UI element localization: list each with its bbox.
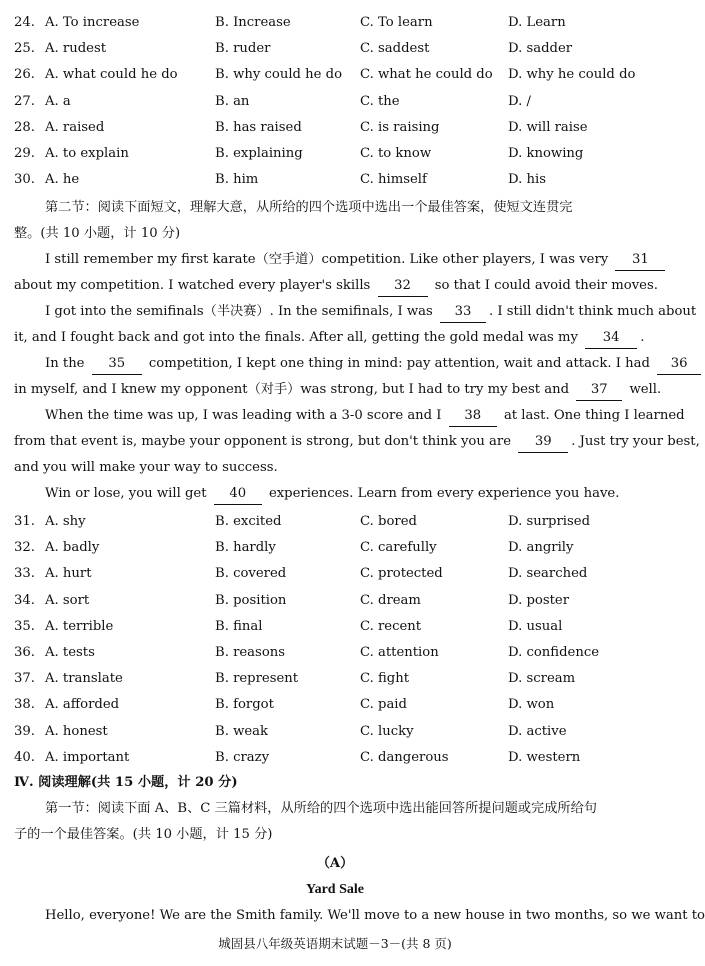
option-b: B. hardly <box>215 540 276 556</box>
option-c: C. protected <box>360 566 443 582</box>
blank-34: 34 <box>585 328 637 349</box>
passage-text: from that event is, maybe your opponent is strong, but don't think you are <box>14 434 512 449</box>
question-row <box>0 167 670 193</box>
section4-instruction-line1: 第一节：阅读下面 A、B、C 三篇材料，从所给的四个选项中选出能回答所提问题或完成所给句 <box>45 801 597 816</box>
passage-text: at last. One thing I learned <box>503 408 685 423</box>
option-a: A. to explain <box>45 146 129 161</box>
passage-line <box>14 377 661 403</box>
question-row <box>0 10 670 36</box>
passage-text: In the <box>45 356 85 371</box>
question-number: 26. <box>14 67 35 83</box>
passage-text: I still remember my first karate（空手道）competition. Like other players, I was very <box>45 252 609 267</box>
option-a: A. raised <box>45 119 105 135</box>
option-c: C. to know <box>360 146 432 161</box>
passage-line <box>45 351 704 377</box>
question-number: 31. <box>14 514 35 529</box>
article-first-line: Hello, everyone! We are the Smith family. We'll move to a new house in two months, so we want to <box>45 908 705 923</box>
question-number: 25. <box>14 41 35 57</box>
option-a: A. translate <box>45 671 123 687</box>
section2-instruction-line1: 第二节：阅读下面短文，理解大意，从所给的四个选项中选出一个最佳答案，使短文连贯完 <box>45 200 573 215</box>
question-row <box>0 115 670 141</box>
option-c: C. dream <box>360 592 421 608</box>
option-d: D. western <box>508 749 581 765</box>
option-b: B. an <box>215 93 250 109</box>
option-a: A. terrible <box>45 618 114 634</box>
option-c: C. carefully <box>360 540 437 556</box>
question-number: 38. <box>14 697 35 713</box>
question-row <box>0 719 670 745</box>
option-c: C. is raising <box>360 119 440 135</box>
passage-text: Win or lose, you will get <box>45 486 207 501</box>
question-row <box>0 745 670 771</box>
passage-text: about my competition. I watched every player's skills <box>14 278 371 293</box>
question-number: 35. <box>14 618 35 634</box>
option-c: C. bored <box>360 514 417 529</box>
question-number: 27. <box>14 93 35 109</box>
part-label: （A） <box>316 856 354 871</box>
passage-text: I got into the semifinals（半决赛）. In the semifinals, I was <box>45 304 433 319</box>
option-b: B. has raised <box>215 119 302 135</box>
question-number: 39. <box>14 723 35 739</box>
option-d: D. sadder <box>508 41 573 57</box>
option-c: C. the <box>360 93 400 109</box>
option-b: B. why could he do <box>215 67 343 83</box>
blank-35: 35 <box>92 354 142 375</box>
question-row <box>0 535 670 561</box>
blank-32: 32 <box>378 276 428 297</box>
option-a: A. rudest <box>45 41 107 57</box>
option-a: A. he <box>45 172 80 188</box>
option-d: D. / <box>508 93 531 109</box>
passage-text: competition, I kept one thing in mind: pay attention, wait and attack. I had <box>148 356 650 371</box>
question-row <box>0 588 670 614</box>
option-b: B. final <box>215 618 263 634</box>
passage-line <box>14 273 658 299</box>
passage-text: When the time was up, I was leading with a 3-0 score and I <box>45 408 442 423</box>
option-c: C. fight <box>360 671 410 687</box>
option-d: D. knowing <box>508 146 584 161</box>
option-b: B. excited <box>215 514 282 529</box>
question-row <box>0 561 670 587</box>
passage-text: experiences. Learn from every experience you have. <box>268 486 620 501</box>
question-number: 32. <box>14 540 35 556</box>
blank-37: 37 <box>576 380 622 401</box>
option-d: D. searched <box>508 566 588 582</box>
passage-text: it, and I fought back and got into the finals. After all, getting the gold medal was my <box>14 330 578 345</box>
option-c: C. what he could do <box>360 67 493 83</box>
option-a: A. shy <box>45 514 86 529</box>
option-d: D. poster <box>508 592 570 608</box>
option-a: A. afforded <box>45 697 120 713</box>
option-a: A. a <box>45 93 71 109</box>
question-row <box>0 89 670 115</box>
blank-31: 31 <box>615 250 665 271</box>
option-d: D. usual <box>508 618 563 634</box>
option-b: B. forgot <box>215 697 274 713</box>
section4-heading: Ⅳ. 阅读理解(共 15 小题，计 20 分) <box>14 775 238 790</box>
option-d: D. Learn <box>508 15 566 30</box>
page-footer: 城固县八年级英语期末试题－3－(共 8 页) <box>218 936 452 951</box>
question-number: 24. <box>14 15 35 30</box>
section4-instruction-line2: 子的一个最佳答案。(共 10 小题，计 15 分) <box>14 827 273 842</box>
question-row <box>0 141 670 167</box>
option-a: A. what could he do <box>45 67 178 83</box>
question-row <box>0 640 670 666</box>
option-d: D. his <box>508 172 546 188</box>
option-d: D. confidence <box>508 645 600 660</box>
option-d: D. will raise <box>508 119 588 135</box>
blank-33: 33 <box>440 302 486 323</box>
passage-line <box>14 325 644 351</box>
option-a: A. hurt <box>45 566 92 582</box>
option-b: B. ruder <box>215 41 271 57</box>
question-number: 33. <box>14 566 35 582</box>
option-c: C. saddest <box>360 41 430 57</box>
passage-line <box>45 247 668 273</box>
option-b: B. crazy <box>215 749 270 765</box>
passage-line <box>45 299 696 325</box>
article-title: Yard Sale <box>306 882 364 897</box>
passage-line: and you will make your way to success. <box>14 460 278 475</box>
option-a: A. tests <box>45 645 95 660</box>
option-a: A. honest <box>45 723 108 739</box>
option-d: D. why he could do <box>508 67 636 83</box>
blank-39: 39 <box>518 432 568 453</box>
option-d: D. scream <box>508 671 576 687</box>
question-number: 30. <box>14 172 35 188</box>
question-row <box>0 62 670 88</box>
option-b: B. position <box>215 592 287 608</box>
passage-text: in myself, and I knew my opponent（对手）was strong, but I had to try my best and <box>14 382 570 397</box>
section2-instruction-line2: 整。(共 10 小题，计 10 分) <box>14 226 181 241</box>
option-d: D. angrily <box>508 540 574 556</box>
question-row <box>0 692 670 718</box>
passage-text: . <box>640 330 645 345</box>
passage-text: so that I could avoid their moves. <box>434 278 658 293</box>
question-number: 29. <box>14 146 35 161</box>
option-a: A. badly <box>45 540 100 556</box>
option-d: D. won <box>508 697 555 713</box>
blank-36: 36 <box>657 354 701 375</box>
question-number: 36. <box>14 645 35 660</box>
option-c: C. recent <box>360 618 422 634</box>
option-b: B. Increase <box>215 15 291 30</box>
option-b: B. weak <box>215 723 269 739</box>
question-row <box>0 509 670 535</box>
option-d: D. active <box>508 723 567 739</box>
question-row <box>0 666 670 692</box>
option-d: D. surprised <box>508 514 591 529</box>
passage-text: well. <box>629 382 662 397</box>
blank-38: 38 <box>449 406 497 427</box>
option-c: C. dangerous <box>360 749 449 765</box>
option-c: C. paid <box>360 697 407 713</box>
option-a: A. To increase <box>45 15 140 30</box>
option-c: C. To learn <box>360 15 433 30</box>
option-c: C. attention <box>360 645 439 660</box>
blank-40: 40 <box>214 484 262 505</box>
option-b: B. him <box>215 172 259 188</box>
passage-text: . I still didn't think much about <box>488 304 697 319</box>
option-a: A. sort <box>45 592 90 608</box>
option-b: B. explaining <box>215 146 303 161</box>
option-b: B. represent <box>215 671 299 687</box>
question-row <box>0 614 670 640</box>
question-number: 37. <box>14 671 35 687</box>
question-number: 40. <box>14 749 35 765</box>
question-number: 28. <box>14 119 35 135</box>
option-b: B. reasons <box>215 645 286 660</box>
question-number: 34. <box>14 592 35 608</box>
option-c: C. himself <box>360 172 427 188</box>
option-b: B. covered <box>215 566 287 582</box>
option-a: A. important <box>45 749 130 765</box>
passage-line <box>14 429 700 455</box>
passage-line <box>45 403 685 429</box>
passage-line <box>45 481 619 507</box>
passage-text: . Just try your best, <box>571 434 700 449</box>
question-row <box>0 36 670 62</box>
option-c: C. lucky <box>360 723 414 739</box>
